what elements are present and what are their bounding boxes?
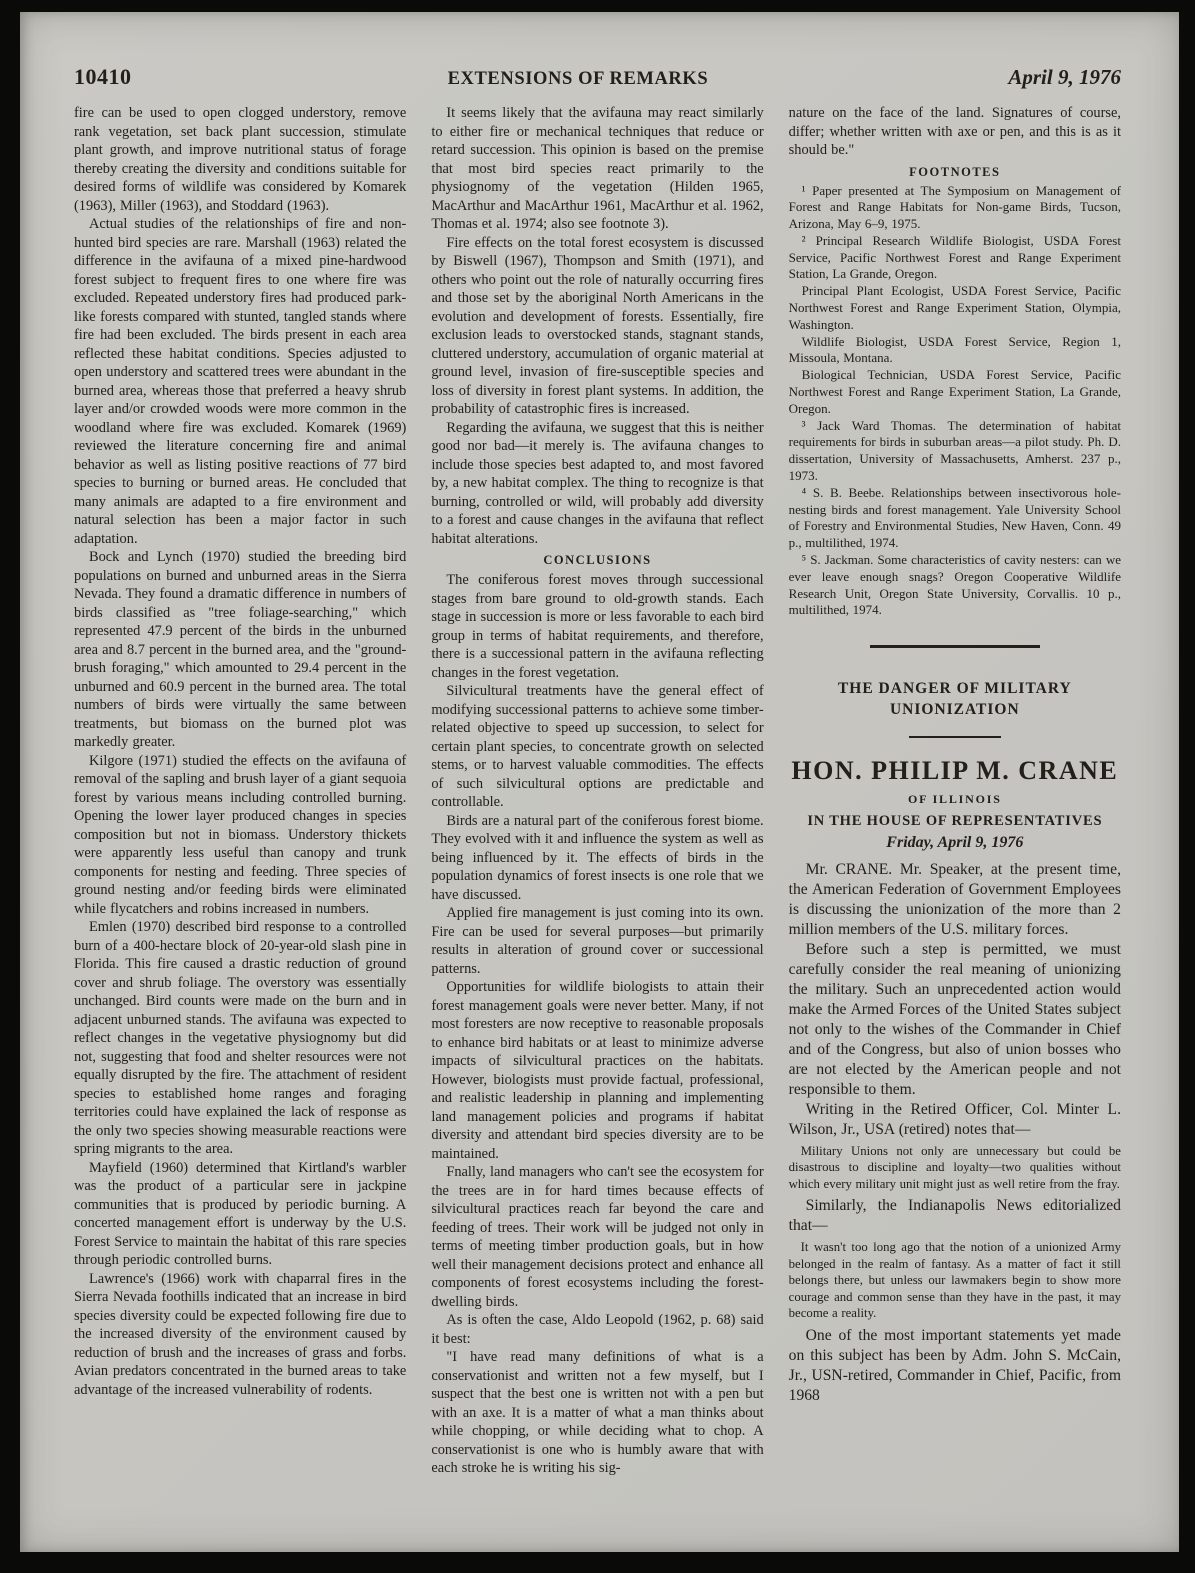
paragraph: It seems likely that the avifauna may react similarly to either fire or mechanical techniques that reduce or retard succession. This opinion is based on the premise that most bird species react primarily to the physiognomy of the vegetation (Hilden 1965, MacArthur and MacArthur 1961, MacArthur et al. 1962, Thomas et al. 1974; also see footnote 3). xyxy=(431,105,764,232)
column-3 xyxy=(789,104,1121,1478)
speaker-state: OF ILLINOIS xyxy=(907,791,1002,806)
paragraph: Applied fire management is just coming into its own. Fire can be used for several purposes—but primarily results in alteration of ground cover or successional patterns. xyxy=(431,905,764,977)
chamber-line: IN THE HOUSE OF REPRESENTATIVES xyxy=(807,812,1103,829)
paragraph: Birds are a natural part of the coniferous forest biome. They evolved with it and influence the system as well as being influenced by it. The effects of birds in the population dynamics of forest insects is one role that we have discussed. xyxy=(431,812,764,903)
running-title: EXTENSIONS OF REMARKS xyxy=(447,69,709,89)
paragraph: Mr. CRANE. Mr. Speaker, at the present time, the American Federation of Government Employees is discussing the unionization of the more than 2 million members of the U.S. military forces. xyxy=(788,860,1121,938)
footnote-2c: Biological Technician, USDA Forest Service, Pacific Northwest Forest and Range Experiment Station, La Grande, Oregon. xyxy=(788,367,1121,416)
date-line: Friday, April 9, 1976 xyxy=(886,833,1024,851)
paragraph: "I have read many definitions of what is a conservationist and written not a few myself, but I suspect that the best one is written not with a pen but with an axe. It is a matter of what a man thinks about while chopping, or while deciding what to chop. A conservationist is one who is humbly aware that with each stroke he is writing his sig- xyxy=(431,1349,764,1476)
paragraph: Mayfield (1960) determined that Kirtland's warbler was the product of a particular sere in jackpine communities that is produced by periodic burning. A concerted management effort is underway by the U.S. Forest Service to maintain the habitat of this rare species through periodic controlled burns. xyxy=(74,1159,407,1268)
footnote-1: ¹ Paper presented at The Symposium on Management of Forest and Range Habitats for Non-game Birds, Tucson, Arizona, May 6–9, 1975. xyxy=(788,182,1121,232)
paragraph: Before such a step is permitted, we must carefully consider the real meaning of unionizing the military. Such an unprecedented action would make the Armed Forces of the United States subject not only to the wishes of the Commander in Chief and of the Congress, but also of union bosses who are not elected by the American people and not responsible to them. xyxy=(788,940,1121,1098)
footnote-2a: Principal Plant Ecologist, USDA Forest Service, Pacific Northwest Forest and Range Experiment Station, Olympia, Washington. xyxy=(788,283,1121,332)
paragraph: Opportunities for wildlife biologists to attain their forest management goals were never better. Many, if not most foresters are now receptive to reasonable proposals to enhance bird habitats or at least to minimize adverse impacts of silvicultural practices on the habitats. However, biologists must provide factual, professional, and realistic leadership in planning and implementing land management policies and programs if habitat diversity and attendant bird species diversity are to be maintained. xyxy=(431,979,764,1162)
columns xyxy=(20,90,1179,1478)
speaker-name: HON. PHILIP M. CRANE xyxy=(791,755,1119,785)
paragraph: One of the most important statements yet made on this subject has been by Adm. John S. McCain, Jr., USN-retired, Commander in Chief, Pacific, from 1968 xyxy=(788,1326,1121,1404)
quoted-excerpt: Military Unions not only are unnecessary but could be disastrous to discipline and loyalty—two qualities without which every military unit might just as well retire from the fray. xyxy=(788,1143,1121,1191)
section-heading-footnotes: FOOTNOTES xyxy=(909,164,1001,179)
page-header xyxy=(20,12,1179,90)
title-rule xyxy=(909,736,1001,738)
paragraph: Silvicultural treatments have the general effect of modifying successional patterns to achieve some timber-related objective to speed up succession, to select for certain plant species, to concentrate growth on selected stems, or to harvest valuable commodities. The effects of such silvicultural options are predictable and controllable. xyxy=(431,683,764,810)
issue-date: April 9, 1976 xyxy=(1008,65,1121,89)
quoted-excerpt: It wasn't too long ago that the notion of a unionized Army belonged in the realm of fantasy. As a matter of fact it still belongs there, but unless our lawmakers begin to show more courage and common sense than they have in the past, it may become a reality. xyxy=(788,1240,1121,1321)
paragraph: Fnally, land managers who can't see the ecosystem for the trees are in for hard times because effects of silvicultural practices reach far beyond the care and feeding of trees. Their work will be judged not only in terms of meeting timber production goals, but in how well their management decisions protect and enhance all components of forest ecosystems including the forest-dwelling birds. xyxy=(431,1164,764,1310)
paragraph: fire can be used to open clogged understory, remove rank vegetation, set back plant succession, stimulate plant growth, and improve nutritional status of forage thereby creating the diversity and conditions suitable for desired forms of wildlife was considered by Komarek (1963), Miller (1963), and Stoddard (1963). xyxy=(74,105,407,214)
article-separator-rule xyxy=(870,645,1040,648)
paragraph: Actual studies of the relationships of fire and non-hunted bird species are rare. Marshall (1963) related the difference in the avifauna of a mixed pine-hardwood forest subject to frequent fires to one where fire was excluded. Repeated understory fires had produced park-like forests compared with stunted, tangled stands where fire had been excluded. The birds present in each area reflected these habitat conditions. Species adjusted to open understory and scattered trees were abundant in the burned area, whereas those that preferred a heavy shrub layer and/or crowded woods were more common in the woodland where fire was excluded. Komarek (1969) reviewed the literature concerning fire and animal behavior as well as listing positive reactions of 77 bird species to burning or burned areas. He concluded that many animals are adapted to a fire environment and natural selection has been a major factor in such adaptation. xyxy=(74,216,407,547)
column-2 xyxy=(431,104,763,1478)
scanned-page xyxy=(20,12,1179,1552)
paragraph: Writing in the Retired Officer, Col. Minter L. Wilson, Jr., USA (retired) notes that— xyxy=(788,1100,1121,1138)
paragraph: nature on the face of the land. Signatures of course, differ; whether written with axe or pen, and this is as it should be." xyxy=(788,105,1121,158)
paragraph: Lawrence's (1966) work with chaparral fires in the Sierra Nevada foothills indicated that an increase in bird species diversity could be expected following fire due to the increased diversity of the environment caused by reduction of brush and the increases of grass and forbs. Avian predators concentrated in the burned areas to take advantage of the increased vulnerability of rodents. xyxy=(74,1270,407,1398)
paragraph: Kilgore (1971) studied the effects on the avifauna of removal of the sapling and brush layer of a giant sequoia forest by various means including controlled burning. Opening the lower layer produced changes in species composition but not in biomass. Understory thickets were apparently less useful than canopy and trunk components for nesting and feeding. Three species of ground nesting and/or feeding birds were eliminated while flycatchers and robins increased in numbers. xyxy=(74,752,407,917)
paragraph: Emlen (1970) described bird response to a controlled burn of a 400-hectare block of 20-year-old slash pine in Florida. This fire caused a drastic reduction of ground cover and shrub foliage. The overstory was essentially unchanged. Bird counts were made on the burn and in adjacent unburned stands. The avifauna was expected to reflect changes in the vegetative physiognomy but did not, suggesting that food and shelter resources were not equally disrupted by the fire. The attachment of resident species to established home ranges and foraging territories could have explained the lack of response as the only two species showing measurable reactions were spring migrants to the area. xyxy=(74,919,407,1157)
paragraph: The coniferous forest moves through successional stages from bare ground to old-growth stands. Each stage in succession is more or less favorable to each bird group in terms of habitat requirements, and therefore, there is a successional pattern in the avifauna reflecting changes in the forest vegetation. xyxy=(431,572,764,681)
footnote-3: ³ Jack Ward Thomas. The determination of habitat requirements for birds in suburban areas—a pilot study. Ph. D. dissertation, University of Massachusetts, Amherst. 237 p., 1973. xyxy=(788,417,1121,484)
footnote-2: ² Principal Research Wildlife Biologist, USDA Forest Service, Pacific Northwest Forest and Range Experiment Station, La Grande, Oregon. xyxy=(788,232,1121,282)
section-heading-conclusions: CONCLUSIONS xyxy=(543,553,652,567)
paragraph: Bock and Lynch (1970) studied the breeding bird populations on burned and unburned areas in the Sierra Nevada. They found a dramatic difference in numbers of birds classified as "tree foliage-searching," which represented 47.9 percent of the birds in the unburned area and 8.7 percent in the burned area, and the "ground-brush foraging," which amounted to 29.4 percent in the unburned and 60.9 percent in the burned area. The total numbers of birds were virtually the same between treatments, but biomass on the burned plot was markedly greater. xyxy=(74,549,407,750)
paragraph: Fire effects on the total forest ecosystem is discussed by Biswell (1967), Thompson and Smith (1971), and others who point out the role of naturally occurring fires and those set by the aboriginal North Americans in the evolution and development of forests. Essentially, fire exclusion leads to overstocked stands, stagnant stands, cluttered understory, accumulation of organic material at ground level, invasion of fire-susceptible species and loss of diversity in forest plant systems. In addition, the probability of catastrophic fires is increased. xyxy=(431,234,764,417)
page-number: 10410 xyxy=(74,64,132,89)
footnote-5: ⁵ S. Jackman. Some characteristics of cavity nesters: can we ever leave enough snags? Oregon Cooperative Wildlife Research Unit, Oregon State University, Corvallis. 10 p., multilithed, 1974. xyxy=(788,552,1121,618)
footnote-2b: Wildlife Biologist, USDA Forest Service, Region 1, Missoula, Montana. xyxy=(788,333,1121,366)
paragraph: Regarding the avifauna, we suggest that this is neither good nor bad—it merely is. The avifauna changes to include those species best adapted to, and most favored by, a new habitat complex. The thing to recognize is that burning, controlled or wild, will probably add diversity to a forest and cause changes in the avifauna that reflect habitat alterations. xyxy=(431,419,764,547)
footnote-4: ⁴ S. B. Beebe. Relationships between insectivorous hole-nesting birds and forest management. Yale University School of Forestry and Environmental Studies, New Haven, Conn. 49 p., multilithed, 1974. xyxy=(788,484,1121,551)
column-1 xyxy=(74,104,406,1478)
paragraph: Similarly, the Indianapolis News editorialized that— xyxy=(788,1197,1121,1235)
article-title: THE DANGER OF MILITARY UNIONIZATION xyxy=(837,679,1072,718)
paragraph: As is often the case, Aldo Leopold (1962, p. 68) said it best: xyxy=(431,1312,764,1347)
